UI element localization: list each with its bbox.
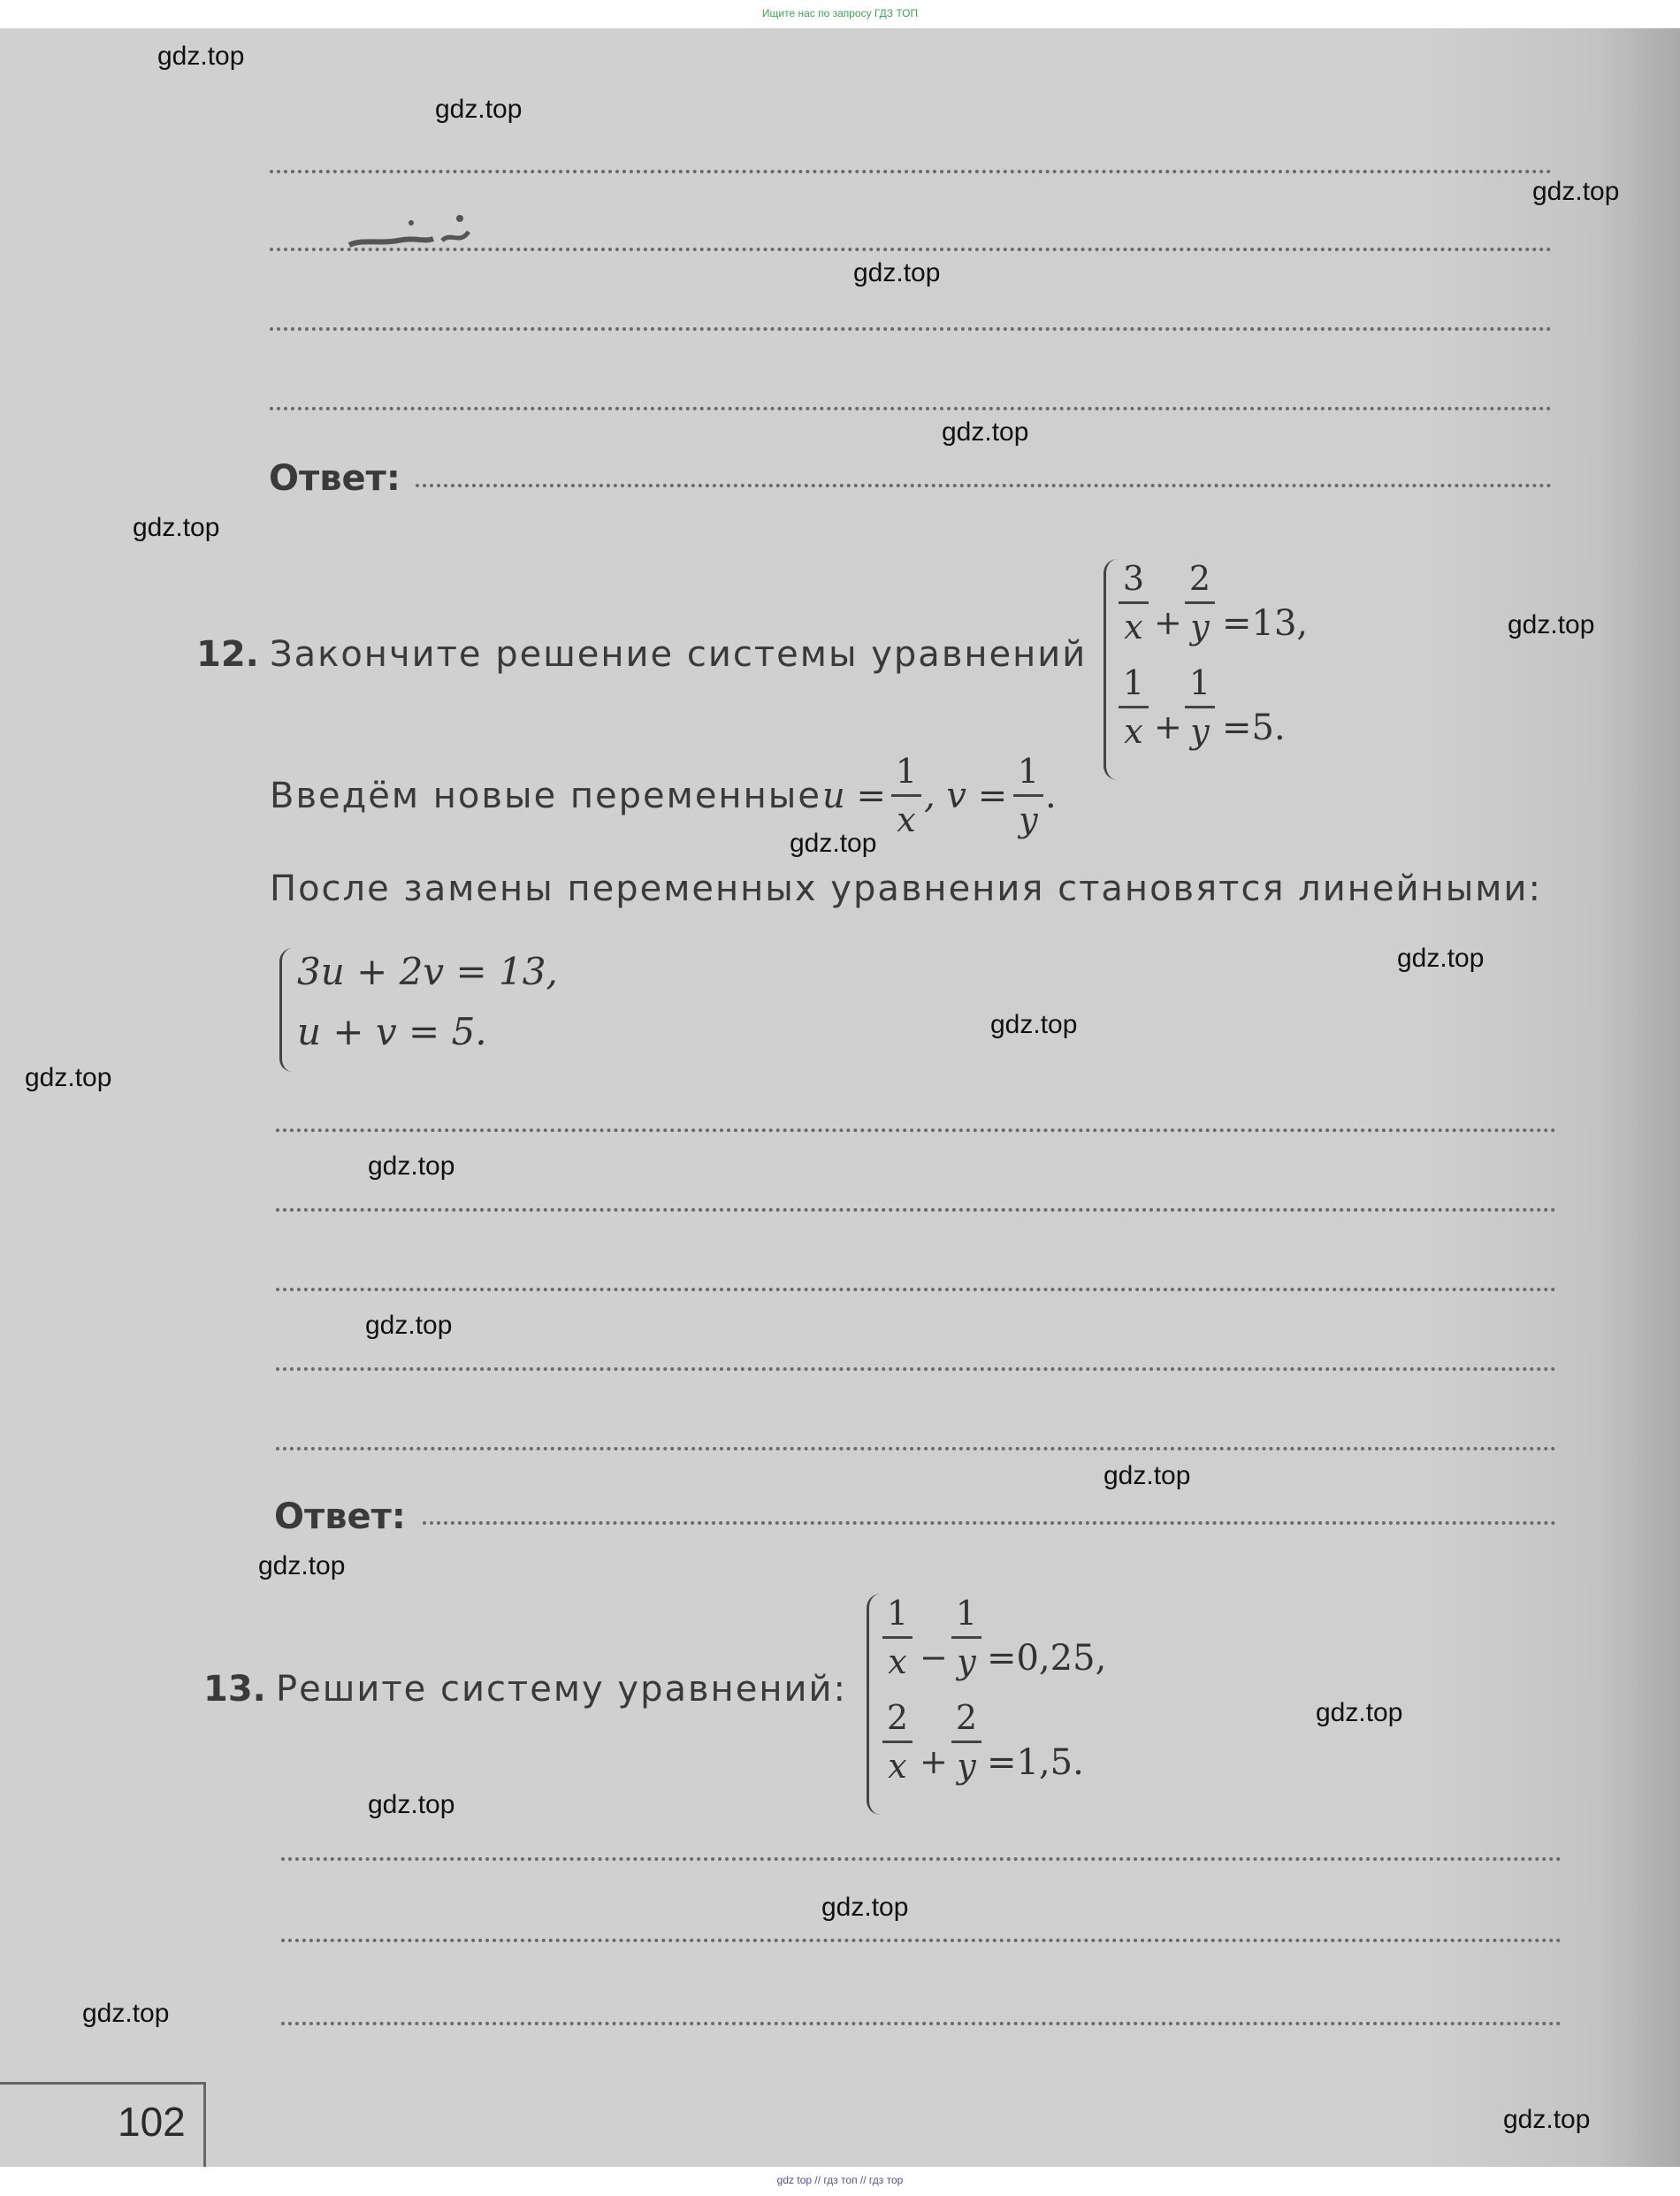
- watermark: gdz.top: [1508, 610, 1595, 639]
- after-text: После замены переменных уравнения становятся линейными:: [270, 868, 1542, 909]
- watermark: gdz.top: [821, 1893, 909, 1922]
- operator: +: [1154, 708, 1182, 746]
- watermark: gdz.top: [258, 1551, 346, 1580]
- answer-label: Ответ:: [274, 1496, 406, 1537]
- watermark: gdz.top: [82, 1999, 170, 2028]
- watermark: gdz.top: [1103, 1461, 1191, 1490]
- page-number: 102: [118, 2099, 186, 2145]
- equation-rhs: =1,5.: [987, 1742, 1084, 1783]
- watermark: gdz.top: [1532, 177, 1620, 206]
- workbook-page: [0, 28, 1680, 2167]
- task-number: 13.: [203, 1669, 266, 1710]
- answer-line[interactable]: [423, 1521, 1556, 1525]
- fraction: 3 x: [1119, 557, 1149, 648]
- answer-line[interactable]: [276, 1129, 1556, 1132]
- answer-line[interactable]: [276, 1447, 1556, 1450]
- intro-text: Введём новые переменные: [270, 776, 821, 816]
- watermark: gdz.top: [1503, 2105, 1591, 2134]
- answer-line[interactable]: [281, 1857, 1562, 1861]
- fraction: 1 x: [891, 750, 921, 841]
- fraction: 2 y: [951, 1696, 981, 1787]
- watermark: gdz.top: [365, 1311, 453, 1340]
- fraction: 2 x: [882, 1696, 913, 1787]
- v-definition: , v =: [924, 776, 1008, 816]
- answer-line[interactable]: [276, 1367, 1556, 1371]
- task-number: 12.: [196, 634, 259, 675]
- fraction: 1 x: [1119, 662, 1149, 753]
- fraction: 1 y: [951, 1592, 981, 1683]
- operator: −: [920, 1638, 948, 1677]
- answer-line[interactable]: [416, 484, 1552, 487]
- watermark: gdz.top: [853, 258, 941, 287]
- answer-label: Ответ:: [269, 458, 401, 499]
- top-banner: Ищите нас по запросу ГДЗ ТОП: [761, 7, 919, 19]
- fraction: 1 x: [882, 1592, 913, 1683]
- watermark: gdz.top: [368, 1790, 455, 1819]
- task-text: Решите систему уравнений:: [276, 1669, 847, 1710]
- equation-rhs: =13,: [1222, 603, 1309, 644]
- operator: +: [1154, 603, 1182, 642]
- equation-rhs: =0,25,: [987, 1638, 1107, 1679]
- u-definition: u =: [822, 776, 886, 816]
- answer-line[interactable]: [276, 1288, 1556, 1291]
- watermark: gdz.top: [368, 1152, 455, 1181]
- watermark: gdz.top: [157, 42, 245, 71]
- answer-line[interactable]: [270, 170, 1552, 173]
- watermark: gdz.top: [435, 95, 523, 124]
- watermark: gdz.top: [1316, 1698, 1403, 1727]
- task-text: Закончите решение системы уравнений: [270, 634, 1088, 675]
- watermark: gdz.top: [25, 1063, 112, 1092]
- linear-equation: 3u + 2v = 13,: [297, 950, 558, 993]
- answer-line[interactable]: [281, 2022, 1562, 2025]
- system-brace: [1103, 559, 1119, 780]
- system-brace: [279, 948, 293, 1072]
- watermark: gdz.top: [1397, 944, 1485, 973]
- answer-line[interactable]: [270, 248, 1552, 251]
- equation-rhs: =5.: [1222, 708, 1286, 748]
- period: .: [1045, 776, 1057, 816]
- system-brace: [867, 1594, 882, 1815]
- answer-line[interactable]: [270, 407, 1552, 410]
- watermark: gdz.top: [942, 417, 1029, 447]
- answer-line[interactable]: [276, 1208, 1556, 1212]
- fraction: 2 y: [1185, 557, 1215, 648]
- linear-equation: u + v = 5.: [297, 1010, 487, 1053]
- bottom-banner: gdz top // гдз топ // гдз тор: [776, 2174, 904, 2186]
- answer-line[interactable]: [270, 327, 1552, 331]
- watermark: gdz.top: [790, 829, 877, 858]
- fraction: 1 y: [1185, 662, 1215, 753]
- watermark: gdz.top: [990, 1010, 1078, 1039]
- fraction: 1 y: [1013, 750, 1043, 841]
- operator: +: [920, 1742, 948, 1781]
- answer-line[interactable]: [281, 1939, 1562, 1942]
- watermark: gdz.top: [133, 513, 220, 542]
